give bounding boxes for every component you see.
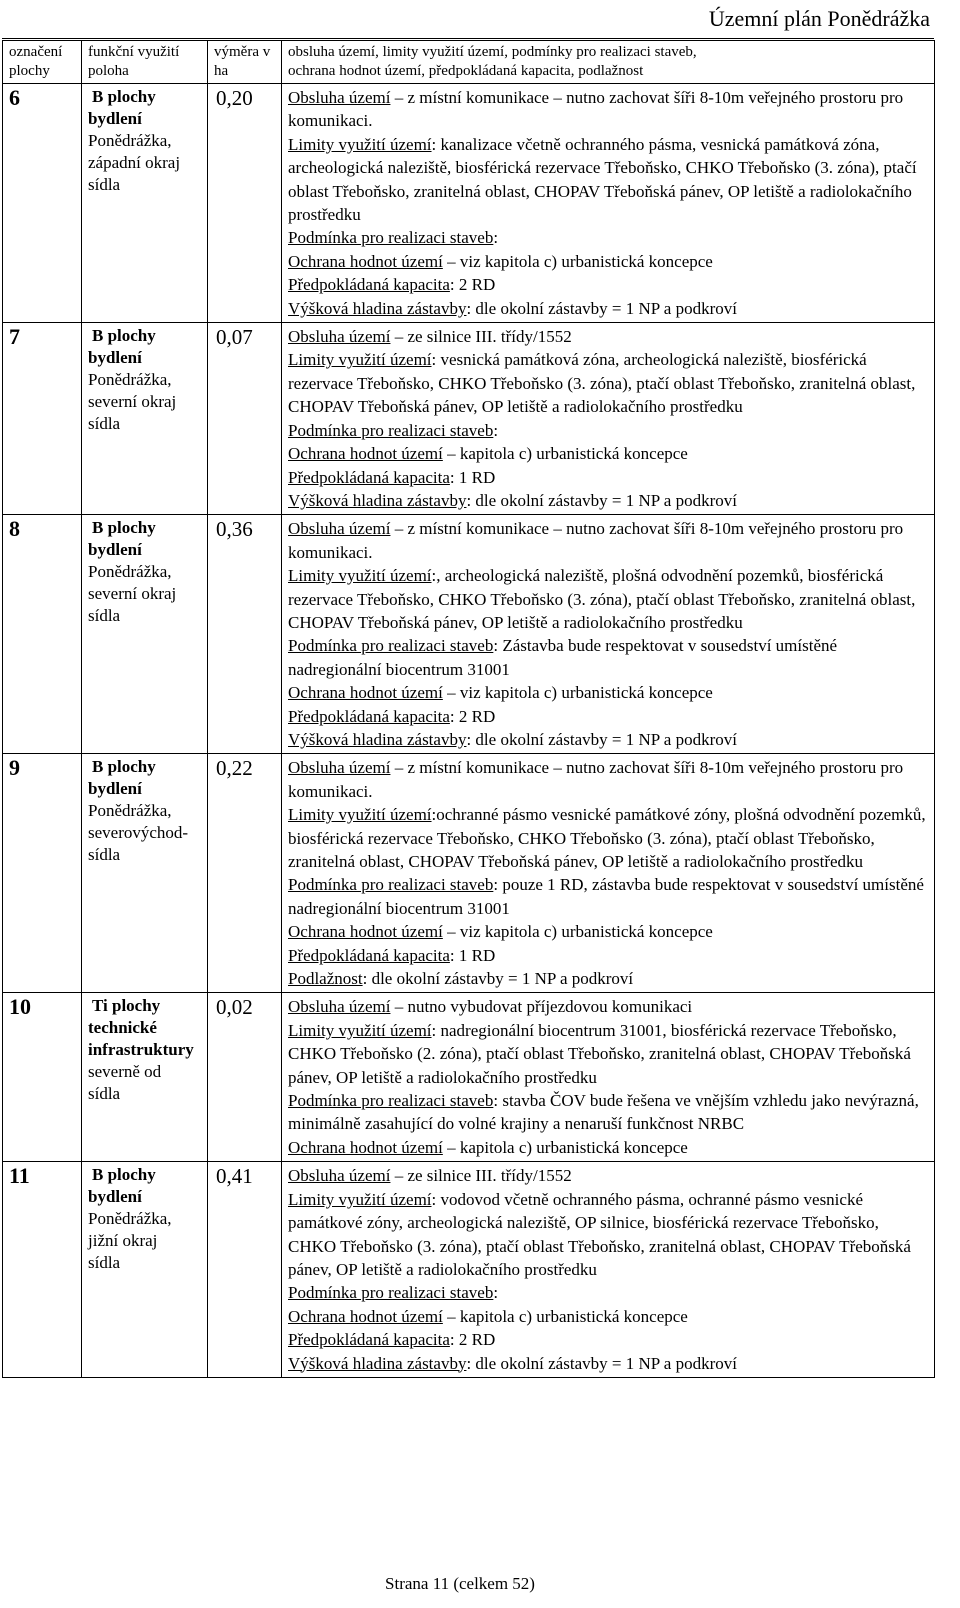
location-line: sídla xyxy=(88,606,121,626)
condition-label: Ochrana hodnot území xyxy=(288,1306,443,1326)
location-line: jižní okraj xyxy=(88,1231,158,1251)
function-type: B plochy xyxy=(92,518,156,538)
condition-label: Podmínka pro realizaci staveb xyxy=(288,1091,494,1111)
condition-label: Obsluha území xyxy=(288,327,391,347)
location-line: sídla xyxy=(88,1253,121,1273)
condition-label: Limity využití území xyxy=(288,566,432,586)
condition-text: – z místní komunikace – nutno zachovat šíři 8-10m veřejného prostoru pro komunikaci. xyxy=(288,88,904,131)
condition-label: Limity využití území xyxy=(288,350,432,370)
plot-id: 9 xyxy=(3,754,82,993)
table-row xyxy=(3,993,935,1162)
condition-label: Podmínka pro realizaci staveb xyxy=(288,1283,494,1303)
condition-label: Podmínka pro realizaci staveb xyxy=(288,636,494,656)
condition-label: Limity využití území xyxy=(288,1020,432,1040)
condition-label: Podmínka pro realizaci staveb xyxy=(288,420,494,440)
location-line: Ponědrážka, xyxy=(88,370,172,390)
condition-label: Limity využití území xyxy=(288,134,432,154)
table-row xyxy=(3,1162,935,1378)
function-cell xyxy=(82,1162,208,1378)
condition-line xyxy=(288,489,930,512)
function-cell xyxy=(82,993,208,1162)
condition-line xyxy=(288,1328,930,1351)
function-type-detail: bydlení xyxy=(88,540,142,560)
function-type-detail: bydlení xyxy=(88,779,142,799)
condition-label: Obsluha území xyxy=(288,519,391,539)
condition-text: : vesnická památková zóna, archeologická naleziště, biosférická rezervace Třeboňsko, CHKO Třeboňsko (3. zóna), ptačí oblast Třeboňsko, zranitelná oblast, CHOPAV Třeboňská pánev, OP letiště a radiolokačního prostředku xyxy=(288,350,916,417)
conditions-cell xyxy=(282,993,935,1162)
function-type-detail: bydlení xyxy=(88,109,142,128)
condition-label: Podlažnost xyxy=(288,969,363,989)
condition-label: Obsluha území xyxy=(288,1166,391,1186)
condition-text: : vodovod včetně ochranného pásma, ochranné pásmo vesnické památkové zóny, archeologická naleziště, OP silnice, biosférická rezervace Třeboňsko, CHKO Třeboňsko (3. zóna), ptačí oblast Třeboňsko, zranitelná oblast, CHOPAV Třeboňská pánev, OP letiště a radiolokačního prostředku xyxy=(288,1189,911,1279)
condition-line xyxy=(288,250,930,273)
condition-text: : xyxy=(493,420,499,440)
condition-text: : dle okolní zástavby = 1 NP a podkroví xyxy=(466,490,737,510)
location-line: sídla xyxy=(88,175,121,194)
condition-line xyxy=(288,1136,930,1159)
condition-line xyxy=(288,419,930,442)
condition-line xyxy=(288,297,930,320)
condition-text: – viz kapitola c) urbanistická koncepce xyxy=(442,922,713,942)
table-row xyxy=(3,84,935,323)
location-line: severovýchod- xyxy=(88,823,189,843)
table-row xyxy=(3,323,935,515)
condition-line xyxy=(288,920,930,943)
condition-line xyxy=(288,1164,930,1187)
condition-text: : Zástavba bude respektovat v sousedství umístěné nadregionální biocentrum 31001 xyxy=(288,636,838,679)
condition-label: Předpokládaná kapacita xyxy=(288,467,450,487)
condition-label: Ochrana hodnot území xyxy=(288,444,443,464)
location-line: sídla xyxy=(88,845,121,865)
condition-line xyxy=(288,1089,930,1136)
location-line: severně od xyxy=(88,1062,162,1082)
condition-text: : nadregionální biocentrum 31001, biosférická rezervace Třeboňsko, CHKO Třeboňsko (2. zóna), ptačí oblast Třeboňsko, zranitelná oblast, CHOPAV Třeboňská pánev, OP letiště a radiolokačního prostředku xyxy=(288,1020,911,1087)
condition-label: Podmínka pro realizaci staveb xyxy=(288,875,494,895)
condition-line xyxy=(288,995,930,1018)
condition-text: – z místní komunikace – nutno zachovat šíři 8-10m veřejného prostoru pro komunikaci. xyxy=(288,758,904,801)
condition-line xyxy=(288,226,930,249)
condition-text: : dle okolní zástavby = 1 NP a podkroví xyxy=(362,969,634,989)
page-header-title: Územní plán Ponědrážka xyxy=(708,6,930,31)
column-header-conditions xyxy=(282,41,935,84)
condition-line xyxy=(288,517,930,564)
conditions-cell xyxy=(282,84,935,323)
land-use-table xyxy=(2,40,935,1378)
condition-line xyxy=(288,348,930,418)
condition-label: Obsluha území xyxy=(288,88,391,107)
condition-label: Limity využití území xyxy=(288,805,432,825)
location-line: Ponědrážka, xyxy=(88,801,172,821)
condition-text: – kapitola c) urbanistická koncepce xyxy=(442,444,688,464)
plot-id: 6 xyxy=(3,84,82,323)
conditions-cell xyxy=(282,323,935,515)
function-type: B plochy xyxy=(92,757,156,777)
table-header-row xyxy=(3,41,935,84)
location-line: sídla xyxy=(88,1084,121,1104)
location-line: severní okraj xyxy=(88,584,177,604)
location-line: Ponědrážka, xyxy=(88,1209,172,1229)
condition-text: – kapitola c) urbanistická koncepce xyxy=(442,1137,688,1157)
condition-text: – viz kapitola c) urbanistická koncepce xyxy=(442,251,713,271)
location-line: sídla xyxy=(88,414,121,434)
area-value: 0,20 xyxy=(208,84,282,323)
condition-line xyxy=(288,1352,930,1375)
condition-text: – ze silnice III. třídy/1552 xyxy=(390,327,572,347)
conditions-cell xyxy=(282,754,935,993)
condition-line xyxy=(288,1188,930,1282)
condition-text: : xyxy=(493,1283,499,1303)
condition-label: Předpokládaná kapacita xyxy=(288,1330,450,1350)
condition-text: : dle okolní zástavby = 1 NP a podkroví xyxy=(466,729,737,749)
condition-label: Ochrana hodnot území xyxy=(288,683,443,703)
condition-label: Předpokládaná kapacita xyxy=(288,945,450,965)
condition-text: : 1 RD xyxy=(449,945,496,965)
condition-label: Ochrana hodnot území xyxy=(288,1137,443,1157)
condition-text: : xyxy=(493,228,499,248)
function-cell xyxy=(82,323,208,515)
condition-text: : dle okolní zástavby = 1 NP a podkroví xyxy=(466,1353,737,1373)
condition-text: :ochranné pásmo vesnické památkové zóny, plošná odvodnění pozemků, biosférická rezervace Třeboňsko, CHKO Třeboňsko (3. zóna), ptačí oblast Třeboňsko, zranitelná oblast, CHOPAV Třeboňská pánev, OP letiště a radiolokačního prostředku xyxy=(288,805,926,871)
condition-text: :, archeologická naleziště, plošná odvodnění pozemků, biosférická rezervace Třeboňsko, CHKO Třeboňsko (3. zóna), ptačí oblast Třeboňsko, zranitelná oblast, CHOPAV Třeboňská pánev, OP letiště a radiolokačního prostředku xyxy=(288,566,916,632)
condition-text: – z místní komunikace – nutno zachovat šíři 8-10m veřejného prostoru pro komunikaci. xyxy=(288,519,904,562)
conditions-cell xyxy=(282,515,935,754)
function-type-detail: bydlení xyxy=(88,1187,142,1207)
condition-line xyxy=(288,634,930,681)
condition-line xyxy=(288,1305,930,1328)
condition-line xyxy=(288,442,930,465)
column-header-conditions-line2: ochrana hodnot území, předpokládaná kapacita, podlažnost xyxy=(288,63,644,79)
area-value: 0,02 xyxy=(208,993,282,1162)
condition-text: : 2 RD xyxy=(449,706,496,726)
area-value: 0,22 xyxy=(208,754,282,993)
column-header-conditions-line1: obsluha území, limity využití území, podmínky pro realizaci staveb, xyxy=(288,44,697,60)
area-value: 0,07 xyxy=(208,323,282,515)
condition-line xyxy=(288,944,930,967)
condition-label: Obsluha území xyxy=(288,758,391,778)
condition-line xyxy=(288,803,930,873)
condition-text: – viz kapitola c) urbanistická koncepce xyxy=(442,683,713,703)
condition-line xyxy=(288,681,930,704)
condition-text: – ze silnice III. třídy/1552 xyxy=(390,1166,572,1186)
condition-text: : dle okolní zástavby = 1 NP a podkroví xyxy=(466,298,737,318)
table-row xyxy=(3,515,935,754)
function-type-detail: technické infrastruktury xyxy=(88,1018,194,1060)
condition-text: – kapitola c) urbanistická koncepce xyxy=(442,1306,688,1326)
condition-text: : kanalizace včetně ochranného pásma, vesnická památková zóna, archeologická naleziště, biosférická rezervace Třeboňsko, CHKO Třeboňsko (3. zóna), ptačí oblast Třeboňsko, zranitelná oblast, CHOPAV Třeboňská pánev, OP letiště a radiolokačního prostředku xyxy=(288,134,917,225)
condition-label: Výšková hladina zástavby xyxy=(288,490,467,510)
condition-line xyxy=(288,873,930,920)
table-row xyxy=(3,754,935,993)
area-value: 0,36 xyxy=(208,515,282,754)
condition-label: Výšková hladina zástavby xyxy=(288,729,467,749)
function-type: B plochy xyxy=(92,1165,156,1185)
plot-id: 11 xyxy=(3,1162,82,1378)
location-line: západní okraj xyxy=(88,153,181,172)
condition-text: : pouze 1 RD, zástavba bude respektovat v sousedství umístěné nadregionální biocentrum 31001 xyxy=(288,875,924,918)
condition-line xyxy=(288,705,930,728)
location-line: Ponědrážka, xyxy=(88,131,172,150)
condition-label: Ochrana hodnot území xyxy=(288,922,443,942)
condition-line xyxy=(288,1281,930,1304)
condition-text: : 2 RD xyxy=(449,275,496,295)
condition-line xyxy=(288,466,930,489)
plot-id: 7 xyxy=(3,323,82,515)
column-header-area: výměra v ha xyxy=(208,41,282,84)
condition-line xyxy=(288,728,930,751)
function-type: Ti plochy xyxy=(92,996,161,1016)
condition-label: Výšková hladina zástavby xyxy=(288,1353,467,1373)
column-header-designation: označení plochy xyxy=(3,41,82,84)
plot-id: 8 xyxy=(3,515,82,754)
condition-label: Limity využití území xyxy=(288,1189,432,1209)
plot-id: 10 xyxy=(3,993,82,1162)
condition-line xyxy=(288,86,930,133)
function-type: B plochy xyxy=(92,326,156,346)
condition-line xyxy=(288,1019,930,1089)
column-header-function: funkční využití poloha xyxy=(82,41,208,84)
condition-label: Podmínka pro realizaci staveb xyxy=(288,228,494,248)
conditions-cell xyxy=(282,1162,935,1378)
condition-label: Ochrana hodnot území xyxy=(288,251,443,271)
condition-label: Obsluha území xyxy=(288,997,391,1017)
location-line: severní okraj xyxy=(88,392,177,412)
function-type-detail: bydlení xyxy=(88,348,142,368)
condition-text: : 1 RD xyxy=(449,467,496,487)
condition-line xyxy=(288,756,930,803)
header-divider xyxy=(2,38,934,39)
condition-label: Výšková hladina zástavby xyxy=(288,298,467,318)
condition-text: : stavba ČOV bude řešena ve vnějším vzhledu jako nevýrazná, minimálně zasahující do volné krajiny a nenaruší funkčnost NRBC xyxy=(288,1091,919,1134)
location-line: Ponědrážka, xyxy=(88,562,172,582)
area-value: 0,41 xyxy=(208,1162,282,1378)
function-cell xyxy=(82,84,208,323)
function-cell xyxy=(82,754,208,993)
condition-line xyxy=(288,273,930,296)
condition-label: Předpokládaná kapacita xyxy=(288,706,450,726)
condition-text: – nutno vybudovat příjezdovou komunikaci xyxy=(390,997,693,1017)
page-footer: Strana 11 (celkem 52) xyxy=(385,1574,535,1593)
condition-line xyxy=(288,325,930,348)
function-cell xyxy=(82,515,208,754)
condition-label: Předpokládaná kapacita xyxy=(288,275,450,295)
condition-line xyxy=(288,967,930,990)
function-type: B plochy xyxy=(92,87,156,106)
condition-line xyxy=(288,133,930,227)
condition-line xyxy=(288,564,930,634)
condition-text: : 2 RD xyxy=(449,1330,496,1350)
